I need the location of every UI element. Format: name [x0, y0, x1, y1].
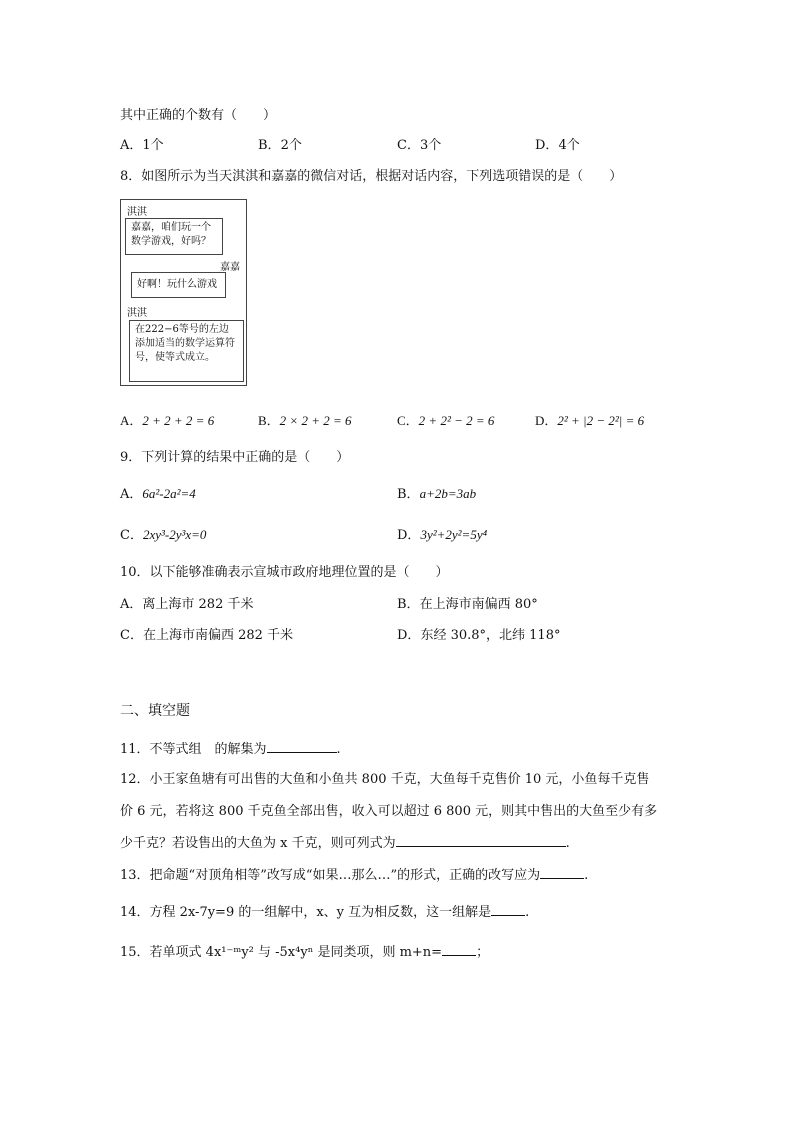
- chat-name-qiqi: 淇淇: [127, 207, 147, 218]
- q10-stem: 10．以下能够准确表示宣城市政府地理位置的是（ ）: [120, 565, 449, 580]
- q15-answer-blank[interactable]: [442, 943, 476, 956]
- q8-option-b: B．2 × 2 + 2 = 6: [258, 413, 352, 428]
- q7-stem: 其中正确的个数有（ ）: [120, 108, 277, 123]
- wechat-dialog-figure: [120, 199, 247, 386]
- q9-option-b: B．a+2b=3ab: [397, 486, 477, 502]
- q7-option-b: B．2个: [258, 138, 302, 153]
- q8-stem: 8．如图所示为当天淇淇和嘉嘉的微信对话，根据对话内容，下列选项错误的是（ ）: [120, 169, 623, 184]
- q12-line-1: 12．小王家鱼塘有可出售的大鱼和小鱼共 800 千克，大鱼每千克售价 10 元，小鱼每千克售: [120, 772, 650, 787]
- chat-name-qiqi-2: 淇淇: [127, 308, 147, 319]
- q12-line-3: 少千克？若设售出的大鱼为 x 千克，则可列式为 .: [120, 836, 570, 851]
- q10-option-a: A．离上海市 282 千米: [120, 597, 254, 612]
- q7-option-c: C．3个: [397, 138, 442, 153]
- q15-text: 15．若单项式 4x¹⁻ᵐy² 与 -5x⁴yⁿ 是同类项，则 m+n= ；: [120, 945, 490, 960]
- chat-bubble-2: 好啊！玩什么游戏: [131, 272, 226, 298]
- q11-answer-blank[interactable]: [267, 740, 337, 753]
- q12-line-2: 价 6 元，若将这 800 千克鱼全部出售，收入可以超过 6 800 元，则其中售出的大鱼至少有多: [120, 804, 658, 819]
- q12-answer-blank[interactable]: [396, 834, 566, 847]
- q9-option-a: A．6a²-2a²=4: [120, 486, 196, 502]
- q9-option-d: D．3y²+2y²=5y⁴: [397, 527, 488, 543]
- q10-option-d: D．东经 30.8°，北纬 118°: [397, 628, 561, 643]
- q9-stem: 9．下列计算的结果中正确的是（ ）: [120, 450, 350, 465]
- q7-option-d: D．4个: [535, 138, 580, 153]
- chat-bubble-3: 在222−6等号的左边添加适当的数学运算符号，使等式成立。: [129, 320, 244, 382]
- section-title-fill-blank: 二、填空题: [120, 703, 190, 719]
- chat-name-jiajia: 嘉嘉: [220, 262, 240, 273]
- q8-option-c: C．2 + 2² − 2 = 6: [397, 413, 495, 428]
- q8-option-a: A．2 + 2 + 2 = 6: [120, 413, 215, 428]
- chat-bubble-1: 嘉嘉，咱们玩一个数学游戏，好吗？: [125, 218, 223, 255]
- q9-option-c: C．2xy³-2y³x=0: [120, 527, 207, 543]
- q14-text: 14．方程 2x-7y=9 的一组解中，x、y 互为相反数，这一组解是 .: [120, 905, 530, 920]
- q10-option-b: B．在上海市南偏西 80°: [397, 597, 538, 612]
- q13-text: 13．把命题“对顶角相等”改写成“如果…那么…”的形式，正确的改写应为 .: [120, 868, 589, 883]
- q11-text: 11．不等式组 的解集为 .: [120, 742, 341, 757]
- q13-answer-blank[interactable]: [540, 866, 584, 879]
- q14-answer-blank[interactable]: [491, 903, 525, 916]
- q10-option-c: C．在上海市南偏西 282 千米: [120, 628, 294, 643]
- q8-option-d: D．2² + |2 − 2²| = 6: [535, 413, 645, 428]
- q7-option-a: A．1个: [120, 138, 164, 153]
